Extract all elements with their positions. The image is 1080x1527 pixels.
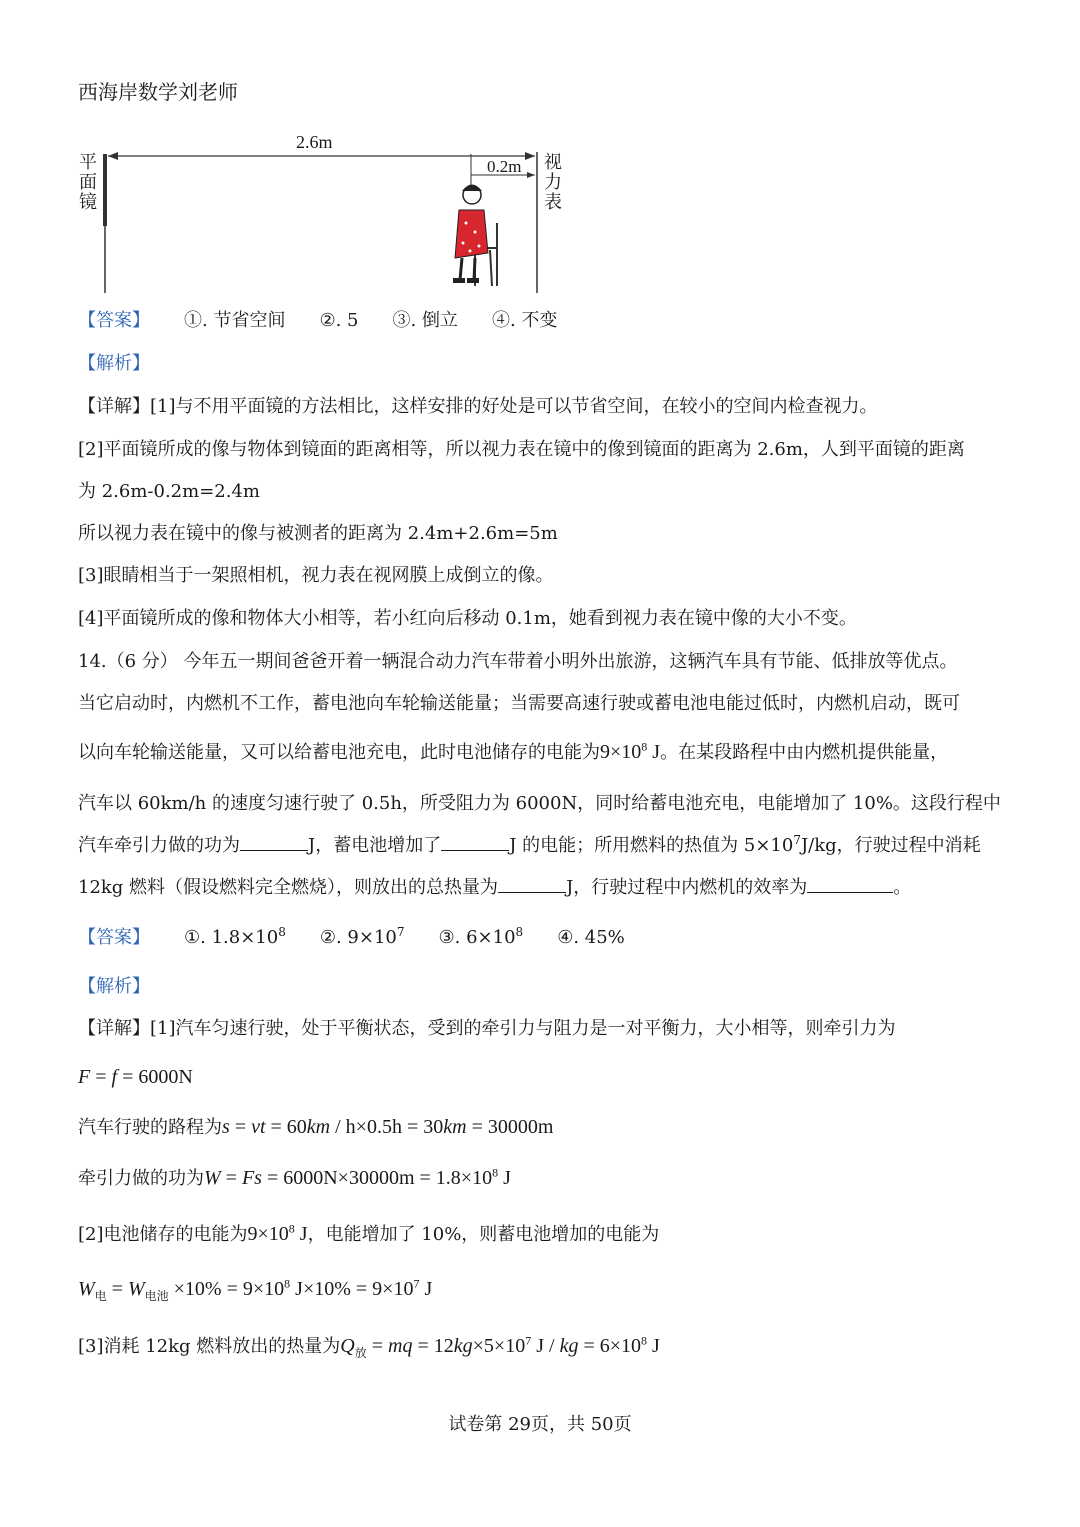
q13-detail-6: [4]平面镜所成的像和物体大小相等，若小红向后移动 0.1m，她看到视力表在镜中像的大小不变。	[78, 608, 857, 629]
energy-value: $9\times 10^8$ J	[600, 739, 661, 763]
answer-2: ②. $9\times 10^7$	[319, 925, 405, 948]
q14-detail-3: [3]消耗 12kg 燃料放出的热量为$Q_放$ = mq = $12kg\times 5\times 10^7$ J / kg = $6\times 10^8$ J	[78, 1333, 660, 1360]
detail-text: ，电能增加了 10%，则蓄电池增加的电能为	[307, 1224, 660, 1245]
distance-label-small: 0.2m	[487, 157, 522, 176]
q14-stem-4: 汽车以 60km/h 的速度匀速行驶了 0.5h，所受阻力为 6000N，同时给蓄电池充电，电能增加了 10%。这段行程中	[78, 793, 1001, 814]
stem-text: J，蓄电池增加了	[308, 835, 442, 856]
stem-text: 。	[893, 877, 912, 898]
q14-stem-2: 当它启动时，内燃机不工作，蓄电池向车轮输送能量；当需要高速行驶或蓄电池电能过低时，内燃机启动，既可	[78, 693, 960, 714]
equation-electric-energy: $W_电 = W_{电池} \times 10\% = 9\times 10^8$ $J\times 10\% = 9\times 10^7$ J	[78, 1276, 433, 1303]
page-footer: 试卷第 29页，共 50页	[448, 1414, 632, 1435]
mirror-label-3: 镜	[79, 192, 97, 213]
stem-text: 。在某段路程中由内燃机提供能量，	[660, 742, 949, 763]
answer-1: ①. 节省空间	[184, 310, 286, 331]
girl-figure	[453, 185, 488, 284]
blank-3	[498, 891, 566, 893]
mirror-eye-test-diagram	[70, 128, 590, 303]
stem-text: 12kg 燃料（假设燃料完全燃烧），则放出的总热量为	[78, 877, 499, 898]
stem-text: 汽车牵引力做的功为	[78, 835, 240, 856]
detail-tag: 【详解】	[78, 1018, 150, 1039]
answer-4: ④. 45%	[557, 927, 625, 948]
stem-text: 以向车轮输送能量，又可以给蓄电池充电，此时电池储存的电能为	[78, 742, 600, 763]
stem-text: J/kg，行驶过程中消耗	[800, 835, 981, 856]
q13-detail-1	[78, 394, 878, 420]
q13-detail-5: [3]眼睛相当于一架照相机，视力表在视网膜上成倒立的像。	[78, 565, 554, 586]
q13-answer-row	[78, 308, 557, 334]
distance-label-total: 2.6m	[296, 132, 333, 152]
answer-tag: 【答案】	[78, 310, 150, 331]
q14-detail-2: [2]电池储存的电能为$9\times 10^8$ J，电能增加了 10%，则蓄电池增加的电能为	[78, 1221, 660, 1245]
q13-detail-4: 所以视力表在镜中的像与被测者的距离为 2.4m+2.6m=5m	[78, 523, 558, 544]
answer-4: ④. 不变	[491, 310, 558, 331]
chart-label-3: 表	[544, 192, 562, 213]
equation-force: F = f = 6000N	[78, 1066, 193, 1088]
equation-distance: 汽车行驶的路程为s = vt = 60km / h×0.5h = 30km = 30000m	[78, 1116, 554, 1138]
chart-label-2: 力	[544, 172, 562, 193]
answer-3: ③. 倒立	[392, 310, 458, 331]
author-header: 西海岸数学刘老师	[78, 80, 238, 104]
answer-1: ①. $1.8\times 10^8$	[184, 925, 286, 948]
q13-detail-3: 为 2.6m-0.2m=2.4m	[78, 481, 260, 502]
detail-tag: 【详解】	[78, 396, 150, 417]
detail-text: [3]消耗 12kg 燃料放出的热量为	[78, 1336, 341, 1357]
blank-4	[807, 891, 893, 893]
q14-stem-3	[78, 739, 948, 766]
detail-text: 牵引力做的功为	[78, 1168, 204, 1189]
detail-text: [2]电池储存的电能为	[78, 1224, 248, 1245]
chart-label-1: 视	[544, 152, 562, 173]
analysis-tag: 【解析】	[78, 353, 150, 374]
answer-3: ③. $6\times 10^8$	[438, 925, 524, 948]
answer-tag: 【答案】	[78, 927, 150, 948]
blank-1	[240, 849, 308, 851]
q14-stem-6	[78, 875, 911, 901]
stem-text: J 的电能；所用燃料的热值为 5×10	[509, 835, 794, 856]
mirror-label-2: 面	[79, 172, 97, 193]
blank-2	[441, 849, 509, 851]
detail-text: [1]与不用平面镜的方法相比，这样安排的好处是可以节省空间，在较小的空间内检查视力。	[150, 396, 878, 417]
q14-answer-row	[78, 925, 625, 951]
equation-work: 牵引力做的功为$W = Fs = 6000N\times 30000m = 1.8\times 10^8$ J	[78, 1165, 511, 1189]
detail-text: [1]汽车匀速行驶，处于平衡状态，受到的牵引力与阻力是一对平衡力，大小相等，则牵引力为	[150, 1018, 896, 1039]
stem-text: J，行驶过程中内燃机的效率为	[566, 877, 808, 898]
q14-stem-5: 汽车牵引力做的功为 J，蓄电池增加了 J 的电能；所用燃料的热值为 $5\times 10^7J/kg$，行驶过程中消耗	[78, 833, 981, 856]
detail-text: 汽车行驶的路程为	[78, 1117, 222, 1138]
analysis-tag: 【解析】	[78, 976, 150, 997]
q13-detail-2: [2]平面镜所成的像与物体到镜面的距离相等，所以视力表在镜中的像到镜面的距离为 2.6m，人到平面镜的距离	[78, 439, 965, 460]
answer-2: ②. 5	[319, 310, 359, 331]
q14-stem-1: 14.（6 分） 今年五一期间爸爸开着一辆混合动力汽车带着小明外出旅游，这辆汽车具有节能、低排放等优点。	[78, 651, 958, 672]
q14-detail-1	[78, 1016, 896, 1042]
mirror-label-1: 平	[79, 152, 97, 173]
